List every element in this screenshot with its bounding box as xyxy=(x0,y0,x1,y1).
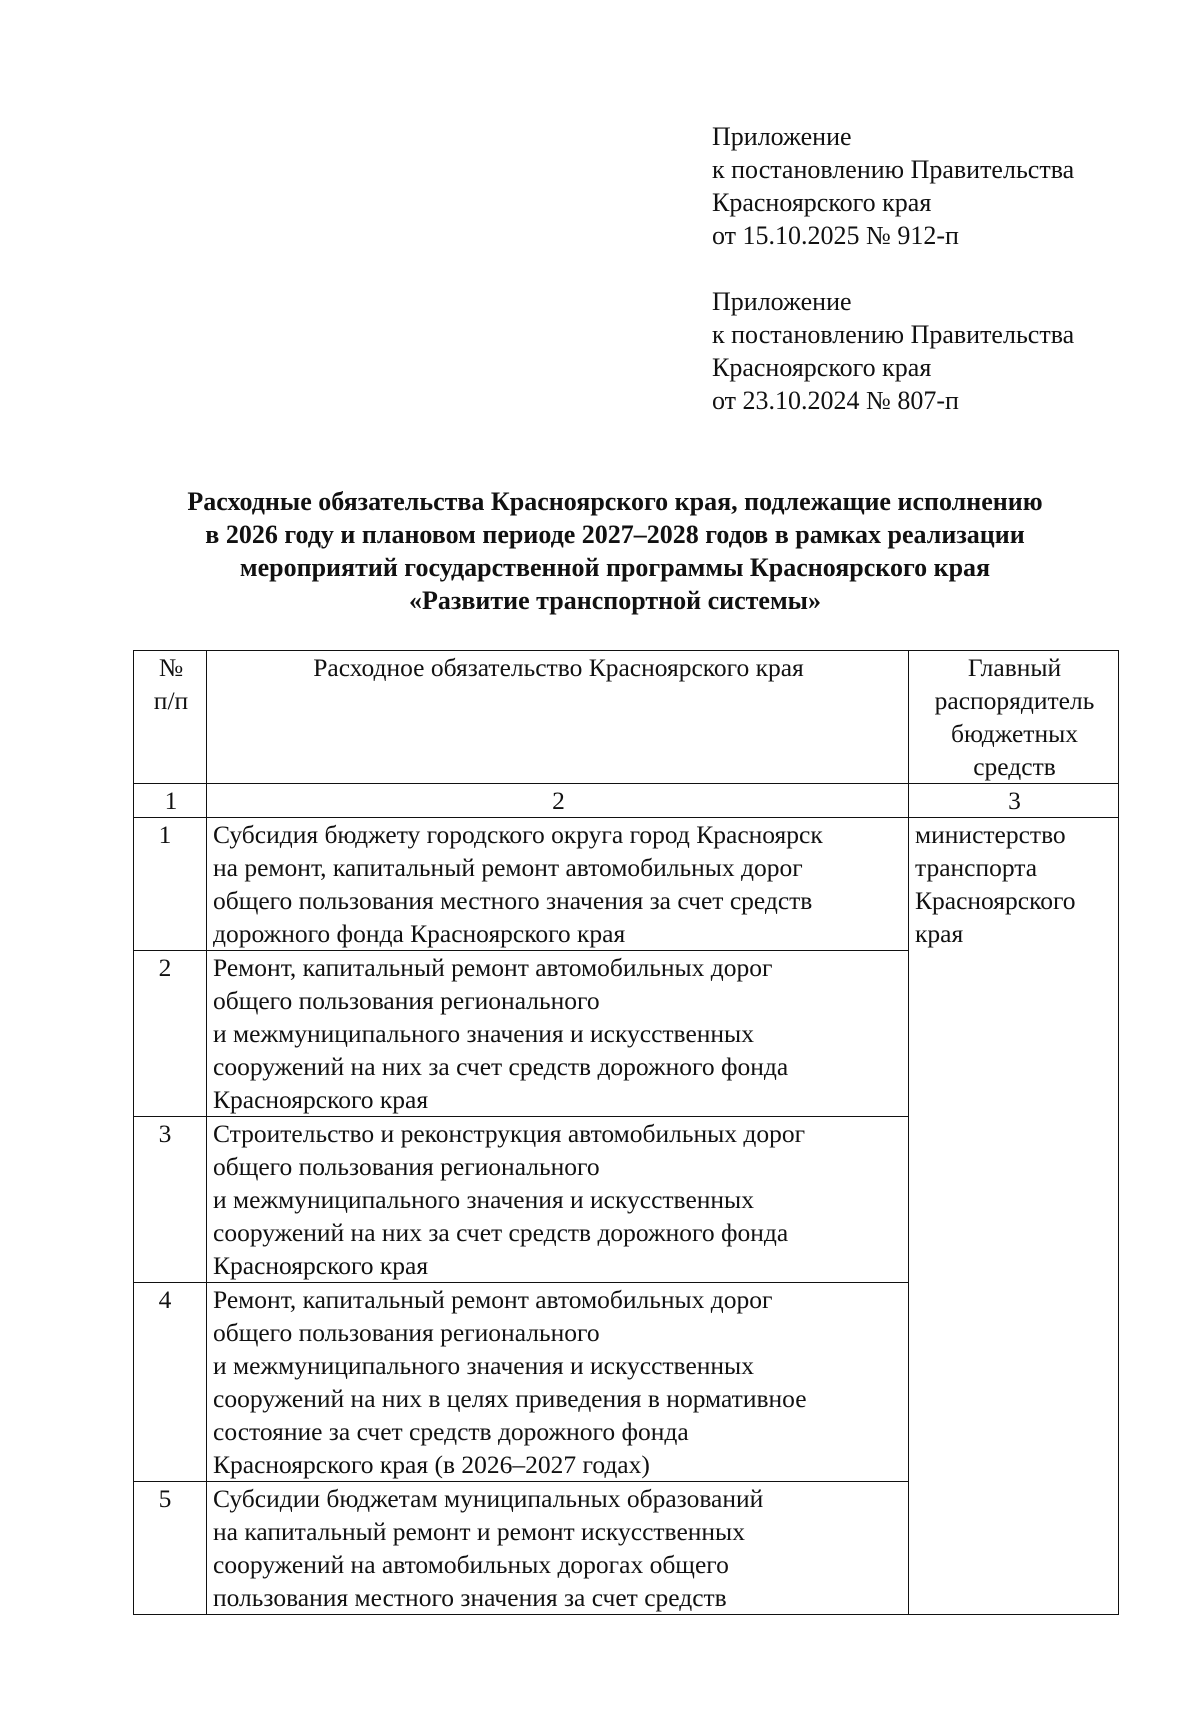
title-line: «Развитие транспортной системы» xyxy=(409,586,821,615)
appendix-reference-original xyxy=(712,285,1074,417)
obligation-line: и межмуниципального значения и искусственных xyxy=(213,1351,754,1380)
column-number: 2 xyxy=(207,784,909,818)
obligation-text xyxy=(207,1283,909,1482)
obligation-line: и межмуниципального значения и искусственных xyxy=(213,1185,754,1214)
obligation-text xyxy=(207,818,909,951)
appendix-line: Красноярского края xyxy=(712,353,932,382)
obligation-line: общего пользования регионального xyxy=(213,1152,600,1181)
administrator-line: края xyxy=(915,919,964,948)
obligation-line: сооружений на автомобильных дорогах общего xyxy=(213,1550,729,1579)
administrator-cell xyxy=(909,818,1119,1615)
administrator-line: Красноярского xyxy=(915,886,1076,915)
document-title xyxy=(100,485,1130,617)
table-header-row xyxy=(134,651,1119,784)
appendix-reference-current xyxy=(712,120,1074,252)
obligation-line: состояние за счет средств дорожного фонда xyxy=(213,1417,689,1446)
obligation-line: Строительство и реконструкция автомобильных дорог xyxy=(213,1119,806,1148)
obligation-line: на капитальный ремонт и ремонт искусственных xyxy=(213,1517,745,1546)
obligation-line: Субсидия бюджету городского округа город Красноярск xyxy=(213,820,823,849)
appendix-line: Приложение xyxy=(712,122,852,151)
appendix-line: от 15.10.2025 № 912-п xyxy=(712,221,959,250)
obligation-text xyxy=(207,1117,909,1283)
row-number: 2 xyxy=(134,951,207,1117)
obligation-line: сооружений на них в целях приведения в нормативное xyxy=(213,1384,807,1413)
obligation-line: общего пользования регионального xyxy=(213,1318,600,1347)
title-line: мероприятий государственной программы Красноярского края xyxy=(239,553,991,582)
header-line: бюджетных xyxy=(951,719,1078,748)
obligation-line: дорожного фонда Красноярского края xyxy=(213,919,626,948)
appendix-line: Приложение xyxy=(712,287,852,316)
obligation-line: Субсидии бюджетам муниципальных образований xyxy=(213,1484,764,1513)
header-line: Расходное обязательство Красноярского края xyxy=(313,653,804,682)
administrator-line: транспорта xyxy=(915,853,1038,882)
obligation-line: пользования местного значения за счет средств xyxy=(213,1583,727,1612)
header-line: № xyxy=(158,653,184,682)
row-number: 1 xyxy=(134,818,207,951)
obligations-table xyxy=(133,650,1119,1615)
column-number: 3 xyxy=(909,784,1119,818)
column-number-row xyxy=(134,784,1119,818)
obligation-line: сооружений на них за счет средств дорожного фонда xyxy=(213,1218,789,1247)
obligation-text xyxy=(207,1482,909,1615)
row-number: 3 xyxy=(134,1117,207,1283)
header-line: распорядитель xyxy=(934,686,1095,715)
header-obligation xyxy=(207,651,909,784)
title-line: в 2026 году и плановом периоде 2027–2028 годов в рамках реализации xyxy=(205,520,1025,549)
obligation-line: на ремонт, капитальный ремонт автомобильных дорог xyxy=(213,853,803,882)
row-number: 5 xyxy=(134,1482,207,1615)
appendix-line: к постановлению Правительства xyxy=(712,320,1075,349)
obligation-text xyxy=(207,951,909,1117)
header-line: п/п xyxy=(153,686,189,715)
obligation-line: сооружений на них за счет средств дорожного фонда xyxy=(213,1052,789,1081)
header-line: Главный xyxy=(967,653,1062,682)
appendix-line: Красноярского края xyxy=(712,188,932,217)
row-number: 4 xyxy=(134,1283,207,1482)
header-number xyxy=(134,651,207,784)
header-line: средств xyxy=(973,752,1056,781)
administrator-line: министерство xyxy=(915,820,1066,849)
header-administrator xyxy=(909,651,1119,784)
obligation-line: Красноярского края (в 2026–2027 годах) xyxy=(213,1450,650,1479)
obligation-line: Ремонт, капитальный ремонт автомобильных дорог xyxy=(213,1285,773,1314)
obligation-line: Красноярского края xyxy=(213,1085,429,1114)
obligation-line: Ремонт, капитальный ремонт автомобильных дорог xyxy=(213,953,773,982)
table-row xyxy=(134,818,1119,951)
appendix-line: от 23.10.2024 № 807-п xyxy=(712,386,959,415)
obligation-line: и межмуниципального значения и искусственных xyxy=(213,1019,754,1048)
appendix-line: к постановлению Правительства xyxy=(712,155,1075,184)
obligation-line: общего пользования местного значения за счет средств xyxy=(213,886,813,915)
column-number: 1 xyxy=(134,784,207,818)
title-line: Расходные обязательства Красноярского края, подлежащие исполнению xyxy=(187,487,1043,516)
obligation-line: общего пользования регионального xyxy=(213,986,600,1015)
obligation-line: Красноярского края xyxy=(213,1251,429,1280)
